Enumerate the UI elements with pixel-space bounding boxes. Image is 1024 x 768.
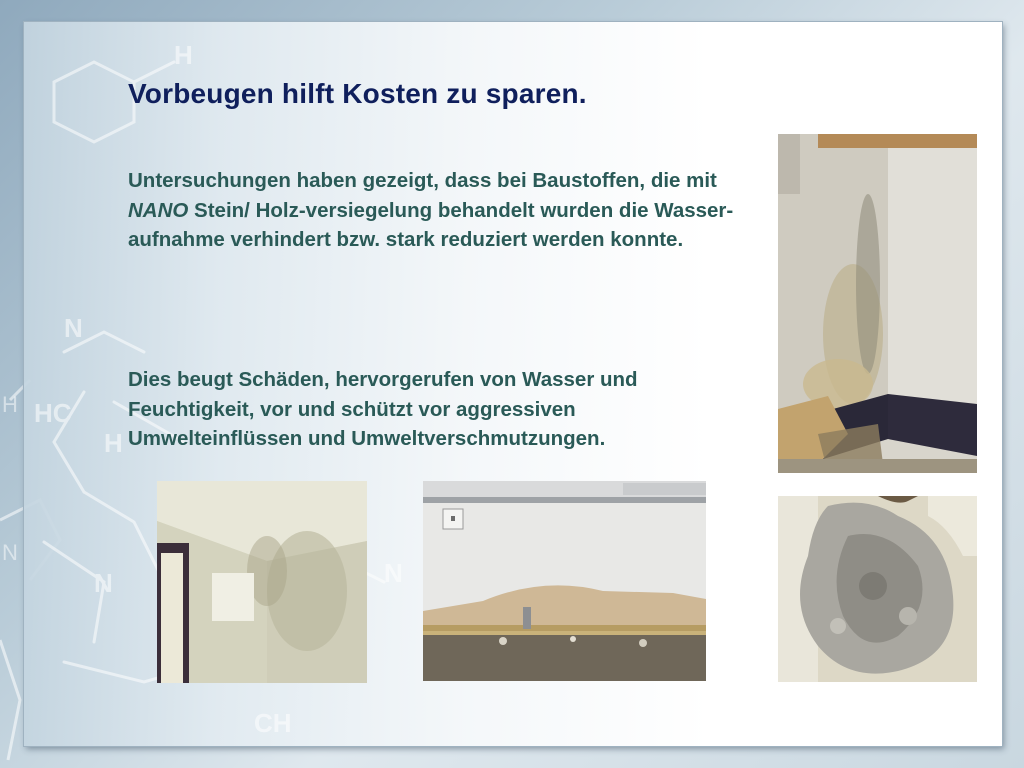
slide-title: Vorbeugen hilft Kosten zu sparen. [128, 78, 587, 109]
photo-crumbling-plaster [778, 496, 977, 682]
svg-text:N: N [94, 568, 113, 598]
svg-text:N: N [384, 558, 403, 588]
slide [24, 22, 1002, 746]
photo-mouldy-room [157, 481, 367, 683]
paragraph-study-results-end: Stein/ Holz-versiegelung behandelt wurden die Wasser-aufnahme verhindert bzw. stark reduziert werden konnte. [128, 198, 734, 251]
nano-emphasis: NANO [128, 198, 189, 222]
paragraph-study-results-start: Untersuchungen haben gezeigt, dass bei Baustoffen, die mit [128, 169, 717, 192]
svg-text:HC: HC [34, 398, 72, 428]
photo-damaged-facade [423, 481, 706, 681]
paragraph-prevention: Dies beugt Schäden, hervorgerufen von Wasser und Feuchtigkeit, vor und schützt vor aggressiven Umwelteinflüssen und Umweltverschmutzungen. [128, 368, 638, 450]
paragraph-study-results [128, 166, 748, 255]
svg-text:H: H [174, 40, 193, 70]
svg-text:CH: CH [254, 708, 292, 738]
svg-text:H: H [2, 392, 18, 417]
photo-damp-wall-corner [778, 134, 977, 473]
svg-text:N: N [2, 540, 18, 565]
svg-text:N: N [64, 313, 83, 343]
svg-text:H: H [104, 428, 123, 458]
